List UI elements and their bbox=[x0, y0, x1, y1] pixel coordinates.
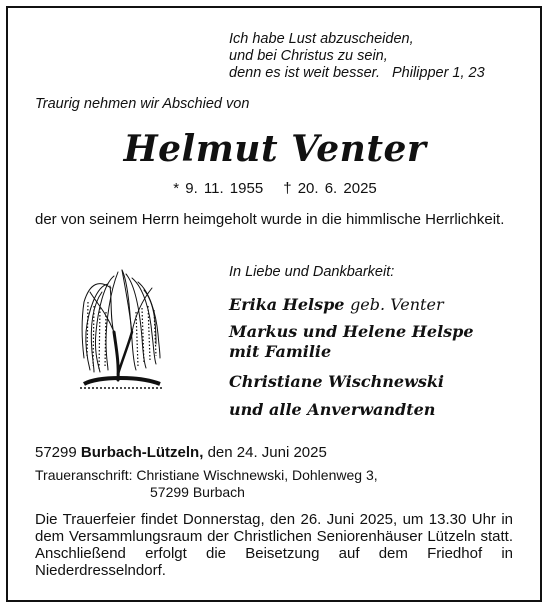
family-member-2-suffix: mit Familie bbox=[229, 342, 332, 361]
verse-line-3 bbox=[229, 65, 485, 82]
place-town: Burbach-Lützeln, bbox=[80, 444, 204, 461]
place-date-line bbox=[35, 444, 327, 461]
place-zip: 57299 bbox=[35, 444, 77, 461]
thanks-line: In Liebe und Dankbarkeit: bbox=[229, 264, 395, 280]
mourning-address: Traueranschrift: Christiane Wischnewski, Dohlenweg 3, bbox=[35, 467, 378, 483]
family-member-1-maiden: geb. Venter bbox=[350, 295, 444, 314]
weeping-willow-icon bbox=[78, 262, 164, 400]
family-member-2: Markus und Helene Helspe bbox=[229, 322, 474, 341]
notice-date: den 24. Juni 2025 bbox=[207, 444, 327, 461]
verse-line-3-text: denn es ist weit besser. bbox=[229, 65, 380, 81]
bible-verse bbox=[229, 31, 485, 82]
family-member-1 bbox=[229, 295, 444, 314]
life-dates bbox=[0, 180, 550, 197]
intro-line: Traurig nehmen wir Abschied von bbox=[35, 96, 250, 112]
verse-reference: Philipper 1, 23 bbox=[391, 65, 485, 81]
funeral-info: Die Trauerfeier findet Donnerstag, den 26. Juni 2025, um 13.30 Uhr in dem Versammlungsraum der Christlichen Seniorenhäuser Lützeln statt. Anschließend erfolgt die Beisetzung auf dem Friedhof in Niederdresselndorf. bbox=[35, 511, 513, 579]
verse-line-2: und bei Christus zu sein, bbox=[229, 48, 388, 64]
statement-text: der von seinem Herrn heimgeholt wurde in die himmlische Herrlichkeit. bbox=[35, 211, 505, 228]
verse-line-1: Ich habe Lust abzuscheiden, bbox=[229, 31, 414, 47]
family-member-4: und alle Anverwandten bbox=[229, 400, 436, 419]
family-member-3: Christiane Wischnewski bbox=[229, 372, 445, 391]
mourning-address-city: 57299 Burbach bbox=[150, 484, 245, 500]
death-date: † 20. 6. 2025 bbox=[283, 180, 377, 197]
deceased-name: Helmut Venter bbox=[123, 128, 427, 170]
family-member-1-name: Erika Helspe bbox=[229, 295, 345, 314]
birth-date: * 9. 11. 1955 bbox=[173, 180, 264, 197]
